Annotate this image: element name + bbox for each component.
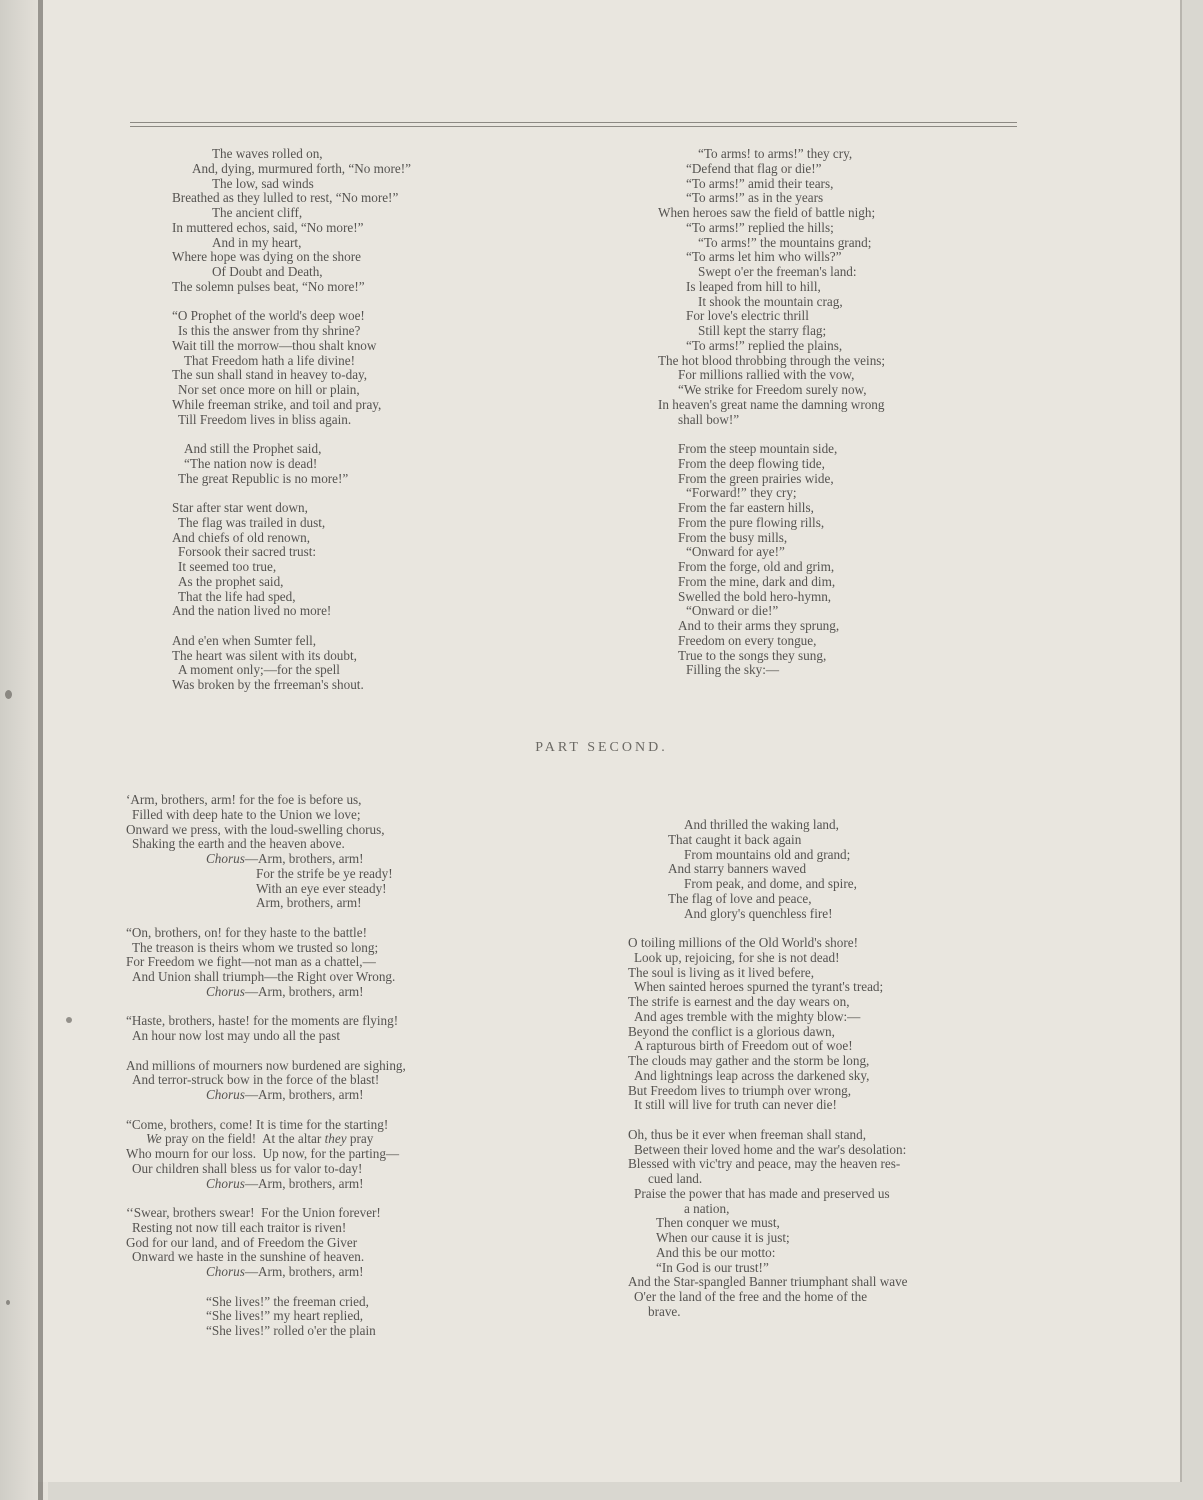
verse-line: And to their arms they sprung, xyxy=(678,618,840,633)
stanza xyxy=(658,442,988,678)
header-rule xyxy=(130,126,1017,127)
verse-line: But Freedom lives to triumph over wrong, xyxy=(628,1082,852,1098)
verse-line: Beyond the conflict is a glorious dawn, xyxy=(628,1023,835,1039)
verse-line: For Freedom we fight—not man as a chattel,— xyxy=(126,954,376,970)
verse-line: cued land. xyxy=(648,1171,703,1186)
verse-line: “She lives!” rolled o'er the plain xyxy=(206,1323,376,1338)
poem-column-left-top xyxy=(172,147,472,708)
verse-line: For the strife be ye ready! xyxy=(256,865,393,881)
verse-line: The flag was trailed in dust, xyxy=(178,514,326,530)
verse-line: Swept o'er the freeman's land: xyxy=(698,264,857,279)
verse-line: Of Doubt and Death, xyxy=(212,264,323,279)
verse-line: From the busy mills, xyxy=(678,529,788,545)
verse-line: “To arms!” amid their tears, xyxy=(686,175,834,191)
verse-line: From peak, and dome, and spire, xyxy=(684,876,857,891)
stanza xyxy=(126,1295,506,1339)
verse-line: Was broken by the frreeman's shout. xyxy=(172,677,364,692)
verse-line: Chorus—Arm, brothers, arm! xyxy=(206,851,364,866)
verse-line: And ages tremble with the mighty blow:— xyxy=(634,1008,861,1024)
verse-line: Freedom on every tongue, xyxy=(678,632,817,648)
verse-line: ‘Arm, brothers, arm! for the foe is before us, xyxy=(126,792,362,807)
verse-line: While freeman strike, and toil and pray, xyxy=(172,396,382,412)
verse-line: brave. xyxy=(648,1303,681,1319)
verse-line: And lightnings leap across the darkened sky, xyxy=(634,1067,870,1083)
header-rule xyxy=(130,122,1017,123)
verse-line: Chorus—Arm, brothers, arm! xyxy=(206,983,364,999)
verse-line: Filling the sky:— xyxy=(686,662,780,678)
verse-line: “O Prophet of the world's deep woe! xyxy=(172,308,365,324)
stanza xyxy=(628,1128,1018,1320)
verse-line: And the Star-spangled Banner triumphant shall wave xyxy=(628,1274,908,1290)
verse-line: With an eye ever steady! xyxy=(256,880,387,896)
verse-line: Breathed as they lulled to rest, “No more!” xyxy=(172,190,399,206)
verse-line: The hot blood throbbing through the veins; xyxy=(658,352,886,368)
verse-line: God for our land, and of Freedom the Giver xyxy=(126,1234,358,1250)
stanza xyxy=(126,1118,506,1192)
verse-line: Between their loved home and the war's desolation: xyxy=(634,1141,907,1157)
verse-line: “Come, brothers, come! It is time for the starting! xyxy=(126,1116,389,1132)
verse-line: Resting not now till each traitor is riven! xyxy=(132,1219,347,1235)
verse-line: A rapturous birth of Freedom out of woe! xyxy=(634,1038,853,1054)
verse-line: The low, sad winds xyxy=(212,175,314,191)
verse-line: When heroes saw the field of battle nigh; xyxy=(658,205,876,220)
verse-line: And in my heart, xyxy=(212,234,302,250)
verse-line: ‘‘Swear, brothers swear! For the Union forever! xyxy=(126,1205,381,1220)
verse-line: The ancient cliff, xyxy=(212,205,303,220)
stanza xyxy=(126,793,506,911)
verse-line: That Freedom hath a life divine! xyxy=(184,352,356,368)
verse-line: And this be our motto: xyxy=(656,1244,776,1260)
verse-line: The heart was silent with its doubt, xyxy=(172,647,357,663)
stanza xyxy=(126,1206,506,1280)
verse-line: Is this the answer from thy shrine? xyxy=(178,323,361,338)
verse-line: Nor set once more on hill or plain, xyxy=(178,382,360,397)
verse-line: And millions of mourners now burdened are sighing, xyxy=(126,1057,406,1073)
verse-line: It seemed too true, xyxy=(178,559,277,574)
verse-line: From the mine, dark and dim, xyxy=(678,573,836,589)
verse-line: “Onward for aye!” xyxy=(686,544,785,560)
verse-line: Who mourn for our loss. Up now, for the parting— xyxy=(126,1146,400,1161)
verse-line: And thrilled the waking land, xyxy=(684,817,839,832)
verse-line: True to the songs they sung, xyxy=(678,647,827,663)
verse-line: And still the Prophet said, xyxy=(184,441,322,456)
verse-line: From the deep flowing tide, xyxy=(678,455,825,471)
verse-line: O toiling millions of the Old World's shore! xyxy=(628,935,859,950)
verse-line: In heaven's great name the damning wrong xyxy=(658,396,885,412)
verse-line: And Union shall triumph—the Right over Wrong. xyxy=(132,969,396,984)
verse-line: For millions rallied with the vow, xyxy=(678,367,855,383)
verse-line: “She lives!” my heart replied, xyxy=(206,1308,364,1324)
verse-line: “To arms!” the mountains grand; xyxy=(698,234,872,250)
verse-line: Blessed with vic'try and peace, may the heaven res- xyxy=(628,1156,901,1172)
verse-line: The flag of love and peace, xyxy=(668,890,812,906)
verse-line: The soul is living as it lived befere, xyxy=(628,964,815,980)
verse-line: Wait till the morrow—thou shalt know xyxy=(172,337,377,353)
poem-column-right-top xyxy=(658,147,988,693)
binding-mark xyxy=(66,1017,72,1023)
verse-line: And chiefs of old renown, xyxy=(172,529,311,545)
verse-line: a nation, xyxy=(684,1200,730,1216)
verse-line: “The nation now is dead! xyxy=(184,455,318,471)
section-title: PART SECOND. xyxy=(535,740,668,755)
verse-line: “To arms! to arms!” they cry, xyxy=(698,146,853,161)
binding-mark xyxy=(6,1300,10,1305)
verse-line: As the prophet said, xyxy=(178,573,284,589)
verse-line: “We strike for Freedom surely now, xyxy=(678,382,867,397)
stanza xyxy=(126,926,506,1000)
binding-mark xyxy=(5,690,12,699)
verse-line: “She lives!” the freeman cried, xyxy=(206,1293,369,1309)
verse-line: When our cause it is just; xyxy=(656,1230,790,1245)
verse-line: Swelled the bold hero-hymn, xyxy=(678,588,832,604)
verse-line: shall bow!” xyxy=(678,411,740,427)
verse-line: Till Freedom lives in bliss again. xyxy=(178,411,352,427)
verse-line: The great Republic is no more!” xyxy=(178,470,349,486)
verse-line: The solemn pulses beat, “No more!” xyxy=(172,278,365,294)
verse-line: It shook the mountain crag, xyxy=(698,293,843,309)
verse-line: Is leaped from hill to hill, xyxy=(686,278,821,294)
stanza xyxy=(172,309,472,427)
stanza xyxy=(172,147,472,295)
verse-line: Forsook their sacred trust: xyxy=(178,544,317,560)
verse-line: A moment only;—for the spell xyxy=(178,662,340,678)
verse-line: “Onward or die!” xyxy=(686,603,779,619)
verse-line: From the steep mountain side, xyxy=(678,441,838,456)
verse-line: From the green prairies wide, xyxy=(678,470,834,486)
verse-line: O'er the land of the free and the home of the xyxy=(634,1289,868,1304)
verse-line: Onward we haste in the sunshine of heaven. xyxy=(132,1249,365,1265)
verse-line: Filled with deep hate to the Union we love; xyxy=(132,806,361,822)
verse-line: Praise the power that has made and preserved us xyxy=(634,1185,890,1201)
verse-line: And glory's quenchless fire! xyxy=(684,905,833,921)
verse-line: And e'en when Sumter fell, xyxy=(172,632,317,648)
verse-line: An hour now lost may undo all the past xyxy=(132,1028,341,1043)
verse-line: “Haste, brothers, haste! for the moments are flying! xyxy=(126,1013,399,1029)
verse-line: Arm, brothers, arm! xyxy=(256,895,362,911)
verse-line: “To arms!” replied the hills; xyxy=(686,219,834,235)
verse-line: In muttered echos, said, “No more!” xyxy=(172,219,364,235)
verse-line: Then conquer we must, xyxy=(656,1215,780,1231)
verse-line: And terror-struck bow in the force of the blast! xyxy=(132,1072,380,1088)
verse-line: Chorus—Arm, brothers, arm! xyxy=(206,1264,364,1279)
verse-line: When sainted heroes spurned the tyrant's tread; xyxy=(634,979,884,995)
verse-line: That the life had sped, xyxy=(178,588,296,604)
stanza xyxy=(172,501,472,619)
verse-line: “To arms!” replied the plains, xyxy=(686,337,843,353)
verse-line: From the far eastern hills, xyxy=(678,500,814,515)
verse-line: Where hope was dying on the shore xyxy=(172,249,361,265)
verse-line: “Forward!” they cry; xyxy=(686,485,797,501)
verse-line: And the nation lived no more! xyxy=(172,603,332,619)
stanza xyxy=(126,1059,506,1103)
verse-line: Look up, rejoicing, for she is not dead! xyxy=(634,949,840,965)
verse-line: Chorus—Arm, brothers, arm! xyxy=(206,1087,364,1102)
verse-line: The treason is theirs whom we trusted so long; xyxy=(132,939,379,955)
verse-line: And starry banners waved xyxy=(668,861,807,877)
poem-column-left-bottom xyxy=(126,793,506,1354)
stanza xyxy=(172,634,472,693)
poem-column-right-bottom xyxy=(628,818,1018,1334)
verse-line: “Defend that flag or die!” xyxy=(686,160,822,176)
verse-line: It still will live for truth can never die! xyxy=(634,1097,837,1113)
verse-line: The sun shall stand in heavey to-day, xyxy=(172,367,368,383)
verse-line: Oh, thus be it ever when freeman shall stand, xyxy=(628,1126,867,1142)
stanza xyxy=(628,818,1018,921)
verse-line: The clouds may gather and the storm be long, xyxy=(628,1053,870,1068)
verse-line: Shaking the earth and the heaven above. xyxy=(132,836,345,852)
verse-line: Star after star went down, xyxy=(172,500,308,515)
verse-line: Still kept the starry flag; xyxy=(698,323,827,338)
verse-line: “To arms!” as in the years xyxy=(686,190,824,206)
verse-line: “To arms let him who wills?” xyxy=(686,249,842,265)
verse-line: Onward we press, with the loud-swelling chorus, xyxy=(126,821,385,837)
verse-line: The waves rolled on, xyxy=(212,146,323,161)
verse-line: Chorus—Arm, brothers, arm! xyxy=(206,1175,364,1191)
verse-line: That caught it back again xyxy=(668,831,802,847)
stanza xyxy=(658,147,988,427)
verse-line: “On, brothers, on! for they haste to the battle! xyxy=(126,924,367,940)
verse-line: For love's electric thrill xyxy=(686,308,809,324)
stanza xyxy=(628,936,1018,1113)
verse-line: We pray on the field! At the altar they pray xyxy=(146,1131,374,1147)
verse-line: And, dying, murmured forth, “No more!” xyxy=(192,160,412,176)
verse-line: From the pure flowing rills, xyxy=(678,514,825,530)
stanza xyxy=(126,1014,506,1044)
verse-line: “In God is our trust!” xyxy=(656,1259,769,1275)
verse-line: Our children shall bless us for valor to-day! xyxy=(132,1160,363,1176)
verse-line: From the forge, old and grim, xyxy=(678,559,835,574)
stanza xyxy=(172,442,472,486)
verse-line: From mountains old and grand; xyxy=(684,846,851,862)
verse-line: The strife is earnest and the day wears on, xyxy=(628,994,850,1009)
